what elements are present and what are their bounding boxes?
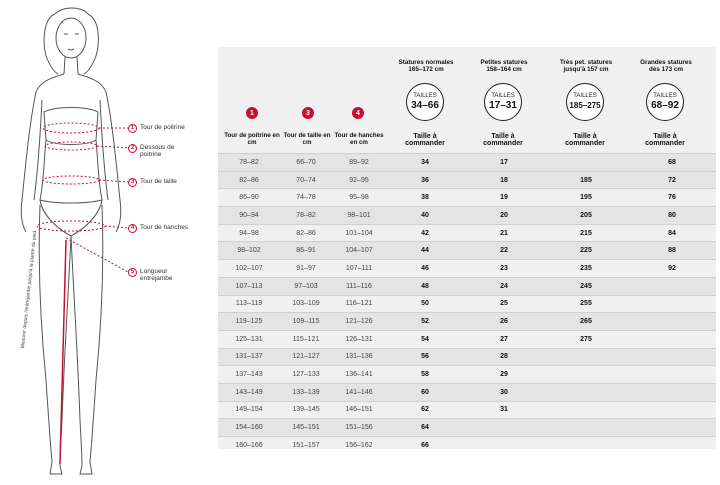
callout-label: Tour de poitrine — [140, 124, 185, 131]
measurement-cell: 121–126 — [332, 313, 386, 331]
measurement-cell: 89–92 — [332, 154, 386, 172]
size-cell: 88 — [628, 242, 716, 260]
size-cell: 48 — [386, 277, 464, 295]
table-row — [218, 277, 716, 295]
measurement-cell: 119–125 — [218, 313, 280, 331]
callout-5 — [128, 268, 180, 282]
badge-sizes: 68–92 — [651, 100, 679, 111]
size-cell — [464, 437, 544, 454]
callout-label: Longueur entrejambe — [140, 268, 173, 282]
size-cell: 72 — [628, 171, 716, 189]
measurement-cell: 104–107 — [332, 242, 386, 260]
measurement-cell: 113–119 — [218, 295, 280, 313]
size-cell: 19 — [464, 189, 544, 207]
table-row — [218, 313, 716, 331]
measurement-cell: 131–136 — [332, 348, 386, 366]
size-cell: 205 — [544, 207, 628, 225]
table-row — [218, 366, 716, 384]
size-cell — [544, 154, 628, 172]
measurement-cell: 131–137 — [218, 348, 280, 366]
size-cell: 46 — [386, 260, 464, 278]
measurement-cell: 98–101 — [332, 207, 386, 225]
size-cell — [628, 401, 716, 419]
group-range: jusqu'à 157 cm — [563, 66, 609, 73]
table-row — [218, 383, 716, 401]
table-row — [218, 224, 716, 242]
badge-label: TAILLES — [413, 93, 437, 99]
measurement-cell: 139–145 — [280, 401, 332, 419]
size-cell: 52 — [386, 313, 464, 331]
sizes-badge-normal — [406, 83, 444, 121]
size-cell: 58 — [386, 366, 464, 384]
size-cell — [464, 419, 544, 437]
measurement-cell: 143–149 — [218, 383, 280, 401]
size-cell: 26 — [464, 313, 544, 331]
size-table-body — [218, 154, 716, 454]
measurement-cell: 101–104 — [332, 224, 386, 242]
badge-label: TAILLES — [491, 93, 515, 99]
measurement-cell: 146–151 — [332, 401, 386, 419]
callout-number: 2 — [128, 144, 137, 153]
measurement-cell: 145–151 — [280, 419, 332, 437]
size-cell: 185 — [544, 171, 628, 189]
size-cell: 225 — [544, 242, 628, 260]
size-cell: 84 — [628, 224, 716, 242]
order-label: Taille à commander — [565, 133, 605, 147]
size-cell: 215 — [544, 224, 628, 242]
measurement-cell: 154–160 — [218, 419, 280, 437]
measurement-cell: 109–115 — [280, 313, 332, 331]
size-cell: 255 — [544, 295, 628, 313]
size-cell: 36 — [386, 171, 464, 189]
measurement-cell: 107–113 — [218, 277, 280, 295]
size-cell — [628, 295, 716, 313]
order-label: Taille à commander — [483, 133, 523, 147]
measurement-cell: 151–157 — [280, 437, 332, 454]
size-cell — [544, 401, 628, 419]
size-cell: 60 — [386, 383, 464, 401]
measurement-cell: 127–133 — [280, 366, 332, 384]
table-row — [218, 207, 716, 225]
table-row — [218, 154, 716, 172]
group-title: Petites statures — [480, 59, 528, 66]
size-table — [218, 153, 716, 454]
body-figure-illustration — [0, 0, 215, 480]
sizes-badge-very-petite — [566, 83, 604, 121]
table-row — [218, 348, 716, 366]
measurement-cell: 125–131 — [218, 330, 280, 348]
measurement-cell: 102–107 — [218, 260, 280, 278]
measurement-cell: 103–109 — [280, 295, 332, 313]
callout-label: Tour de hanches — [140, 224, 189, 231]
measurement-cell: 107–111 — [332, 260, 386, 278]
table-row — [218, 171, 716, 189]
sizes-badge-tall — [646, 83, 684, 121]
measurement-cell: 82–86 — [218, 171, 280, 189]
measurement-cell: 86–90 — [218, 189, 280, 207]
table-row — [218, 242, 716, 260]
measurement-cell: 137–143 — [218, 366, 280, 384]
size-cell: 18 — [464, 171, 544, 189]
group-title: Très pet. statures — [559, 59, 613, 66]
group-range: dès 173 cm — [649, 66, 683, 73]
size-cell — [628, 419, 716, 437]
measurement-cell: 98–102 — [218, 242, 280, 260]
size-cell: 195 — [544, 189, 628, 207]
measurement-cell: 70–74 — [280, 171, 332, 189]
measurement-cell: 90–94 — [218, 207, 280, 225]
measurement-cell: 74–78 — [280, 189, 332, 207]
measurement-cell: 94–98 — [218, 224, 280, 242]
size-cell — [628, 366, 716, 384]
size-cell: 25 — [464, 295, 544, 313]
table-row — [218, 260, 716, 278]
size-cell: 68 — [628, 154, 716, 172]
badge-sizes: 185–275 — [569, 101, 601, 110]
measurement-cell: 92–95 — [332, 171, 386, 189]
size-cell: 30 — [464, 383, 544, 401]
size-cell — [544, 437, 628, 454]
group-title: Statures normales — [398, 59, 454, 66]
measurement-cell: 82–86 — [280, 224, 332, 242]
callout-number: 3 — [128, 178, 137, 187]
size-cell — [544, 419, 628, 437]
size-chart-panel — [218, 47, 716, 449]
measurement-cell: 78–82 — [218, 154, 280, 172]
group-petite-header — [464, 59, 544, 73]
size-cell: 17 — [464, 154, 544, 172]
group-range: 165–172 cm — [408, 66, 444, 73]
measurement-cell: 116–121 — [332, 295, 386, 313]
leg-measure-note: Mesurer depuis l'entrejambe jusqu'à la plante du pied — [20, 230, 39, 349]
measurement-cell: 160–166 — [218, 437, 280, 454]
size-cell: 22 — [464, 242, 544, 260]
measurement-cell: 97–103 — [280, 277, 332, 295]
size-cell: 40 — [386, 207, 464, 225]
callout-label: Tour de taille — [140, 178, 177, 185]
group-title: Grandes statures — [640, 59, 692, 66]
measurement-cell: 126–131 — [332, 330, 386, 348]
size-cell — [544, 348, 628, 366]
callout-number: 5 — [128, 268, 137, 277]
table-row — [218, 295, 716, 313]
size-cell: 34 — [386, 154, 464, 172]
size-cell: 76 — [628, 189, 716, 207]
measurement-cell: 149–154 — [218, 401, 280, 419]
size-cell: 23 — [464, 260, 544, 278]
measurement-cell: 86–91 — [280, 242, 332, 260]
size-cell: 31 — [464, 401, 544, 419]
size-cell: 56 — [386, 348, 464, 366]
group-range: 158–164 cm — [486, 66, 522, 73]
size-cell — [544, 383, 628, 401]
size-cell: 275 — [544, 330, 628, 348]
measurement-cell: 95–98 — [332, 189, 386, 207]
measure-badge-4: 4 — [352, 107, 364, 119]
badge-label: TAILLES — [573, 93, 597, 99]
size-cell: 44 — [386, 242, 464, 260]
size-cell: 245 — [544, 277, 628, 295]
size-cell: 265 — [544, 313, 628, 331]
size-cell: 235 — [544, 260, 628, 278]
size-cell: 24 — [464, 277, 544, 295]
measurement-cell: 136–141 — [332, 366, 386, 384]
table-row — [218, 437, 716, 454]
callout-number: 1 — [128, 124, 137, 133]
callout-4 — [128, 224, 188, 233]
size-cell: 27 — [464, 330, 544, 348]
size-cell: 80 — [628, 207, 716, 225]
measure-badge-3: 3 — [302, 107, 314, 119]
measurement-cell: 91–97 — [280, 260, 332, 278]
sizes-badge-petite — [484, 83, 522, 121]
header-hips: Tour de hanches en cm — [334, 132, 384, 146]
size-cell: 54 — [386, 330, 464, 348]
size-cell — [544, 366, 628, 384]
measurement-cell: 141–146 — [332, 383, 386, 401]
measurement-cell: 151–156 — [332, 419, 386, 437]
size-cell — [628, 348, 716, 366]
size-cell: 92 — [628, 260, 716, 278]
callout-1 — [128, 124, 185, 133]
table-row — [218, 330, 716, 348]
size-cell: 20 — [464, 207, 544, 225]
size-cell: 28 — [464, 348, 544, 366]
callout-label: Dessous de poitrine — [140, 144, 175, 158]
order-label: Taille à commander — [405, 133, 445, 147]
callout-2 — [128, 144, 180, 158]
badge-sizes: 34–66 — [411, 100, 439, 111]
table-row — [218, 401, 716, 419]
measurement-cell: 115–121 — [280, 330, 332, 348]
measurement-cell: 121–127 — [280, 348, 332, 366]
size-cell: 38 — [386, 189, 464, 207]
size-cell: 62 — [386, 401, 464, 419]
size-cell — [628, 383, 716, 401]
group-normal-header — [386, 59, 466, 73]
table-row — [218, 189, 716, 207]
group-very-petite-header — [544, 59, 628, 73]
measurement-cell: 66–70 — [280, 154, 332, 172]
size-cell — [628, 313, 716, 331]
badge-label: TAILLES — [653, 93, 677, 99]
size-cell: 64 — [386, 419, 464, 437]
measurement-cell: 156–162 — [332, 437, 386, 454]
header-waist: Tour de taille en cm — [283, 132, 331, 146]
callout-3 — [128, 178, 177, 187]
measurement-cell: 111–116 — [332, 277, 386, 295]
size-cell: 29 — [464, 366, 544, 384]
size-cell: 42 — [386, 224, 464, 242]
group-tall-header — [624, 59, 708, 73]
size-cell — [628, 277, 716, 295]
size-cell: 50 — [386, 295, 464, 313]
size-cell: 21 — [464, 224, 544, 242]
table-row — [218, 419, 716, 437]
callout-number: 4 — [128, 224, 137, 233]
measurement-cell: 133–139 — [280, 383, 332, 401]
measure-badge-1: 1 — [246, 107, 258, 119]
header-bust: Tour de poitrine en cm — [224, 132, 280, 146]
size-cell — [628, 437, 716, 454]
order-label: Taille à commander — [645, 133, 685, 147]
badge-sizes: 17–31 — [489, 100, 517, 111]
measurement-cell: 78–82 — [280, 207, 332, 225]
size-cell — [628, 330, 716, 348]
size-cell: 66 — [386, 437, 464, 454]
